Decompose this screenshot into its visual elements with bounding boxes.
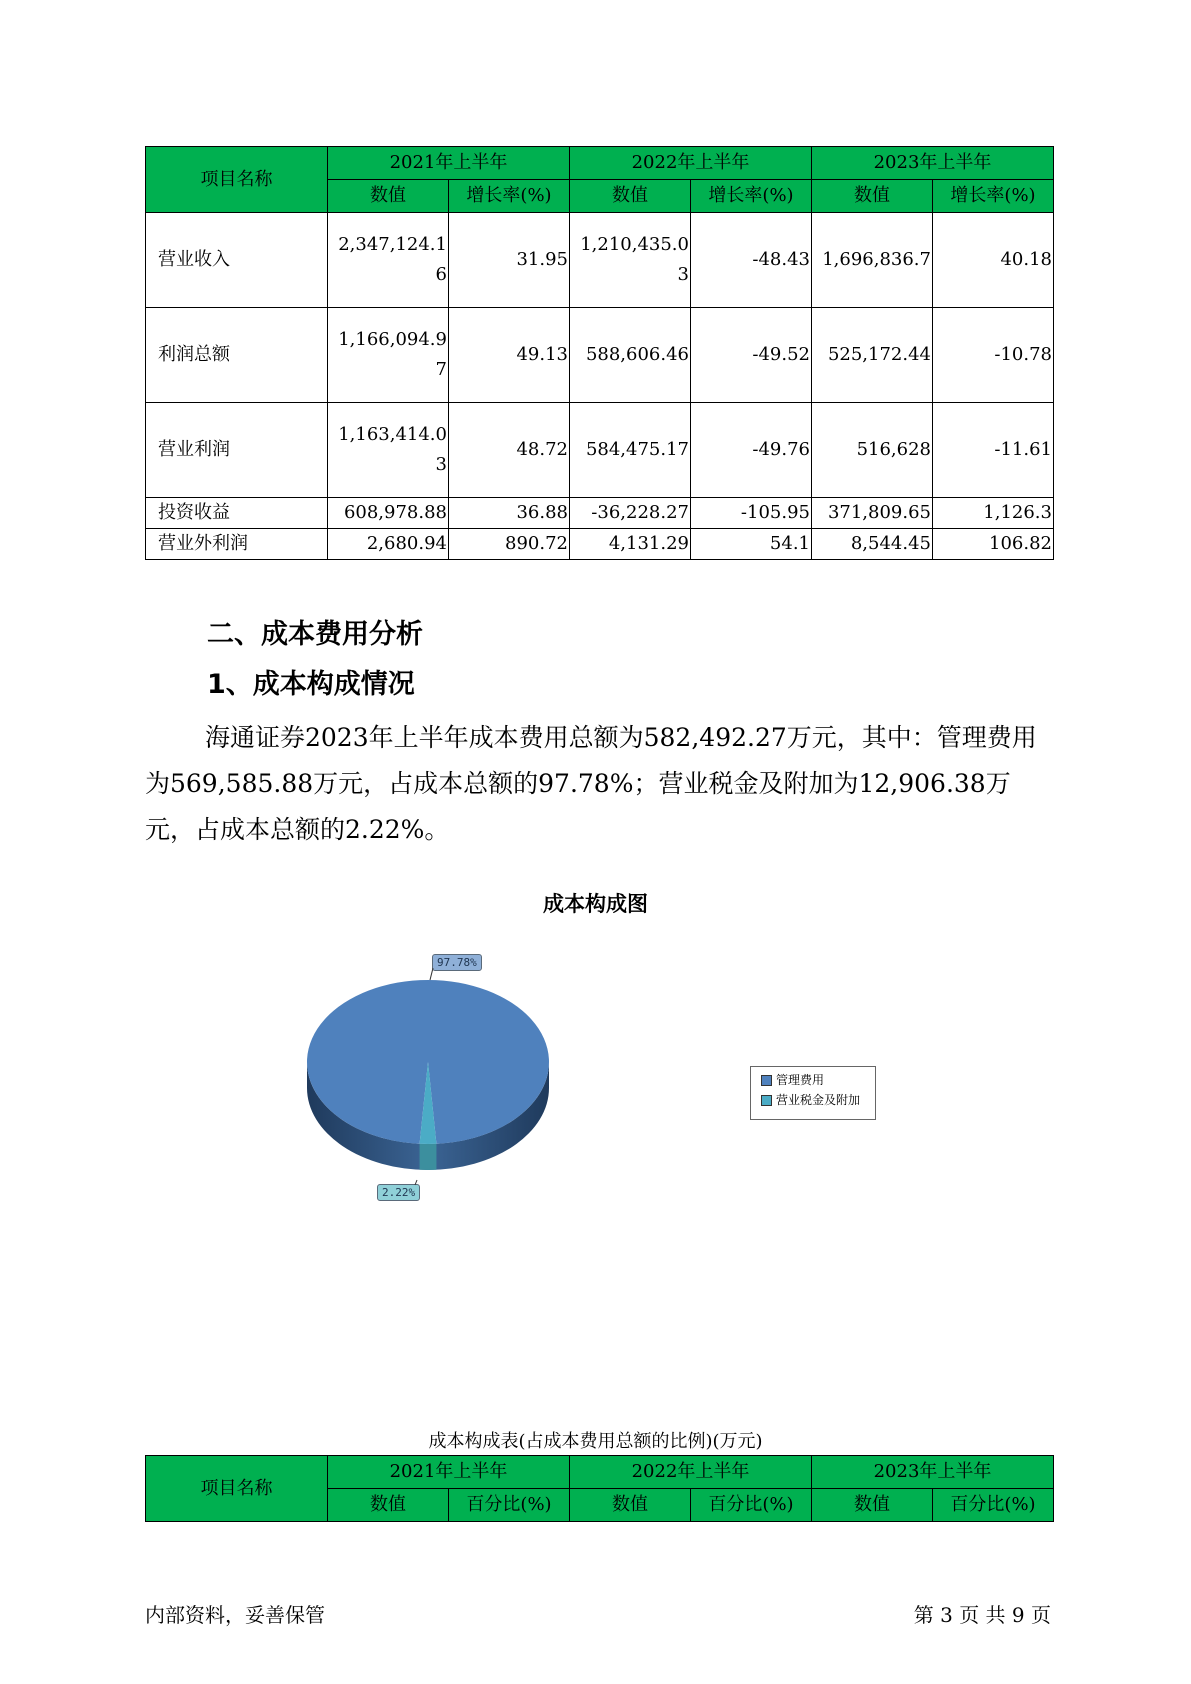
- row-label: 营业利润: [146, 403, 328, 498]
- cell-growth: 31.95: [449, 213, 570, 308]
- header-value: 数值: [570, 180, 691, 213]
- cell-growth: -105.95: [691, 498, 812, 529]
- pie-data-label: 97.78%: [432, 954, 482, 971]
- cell-growth: -48.43: [691, 213, 812, 308]
- header-value: 数值: [812, 1489, 933, 1522]
- cell-growth: 106.82: [933, 529, 1054, 560]
- table-row: [146, 529, 1054, 560]
- cell-value: 8,544.45: [812, 529, 933, 560]
- legend-swatch: [761, 1095, 772, 1106]
- legend-item: [751, 1090, 875, 1110]
- header-year: 2023年上半年: [812, 1456, 1054, 1489]
- cell-growth: 48.72: [449, 403, 570, 498]
- row-label: 利润总额: [146, 308, 328, 403]
- footer-confidential: 内部资料，妥善保管: [145, 1603, 325, 1627]
- header-year: 2023年上半年: [812, 147, 1054, 180]
- header-year: 2022年上半年: [570, 1456, 812, 1489]
- header-value: 数值: [328, 1489, 449, 1522]
- cell-growth: -49.52: [691, 308, 812, 403]
- header-growth: 增长率(%): [691, 180, 812, 213]
- cell-growth: -10.78: [933, 308, 1054, 403]
- footer-page-number: 第 3 页 共 9 页: [913, 1603, 1051, 1627]
- header-year: 2021年上半年: [328, 1456, 570, 1489]
- cell-growth: 54.1: [691, 529, 812, 560]
- header-year: 2022年上半年: [570, 147, 812, 180]
- cell-growth: 890.72: [449, 529, 570, 560]
- row-label: 营业收入: [146, 213, 328, 308]
- cost-table: [145, 1455, 1054, 1522]
- header-value: 数值: [570, 1489, 691, 1522]
- table-row: [146, 308, 1054, 403]
- cell-value: 2,347,124.16: [328, 213, 449, 308]
- cell-value: -36,228.27: [570, 498, 691, 529]
- legend-label: 管理费用: [776, 1073, 825, 1087]
- cell-growth: 1,126.3: [933, 498, 1054, 529]
- pie-chart: [0, 940, 1191, 1240]
- table-row: [146, 403, 1054, 498]
- section-heading: 二、成本费用分析: [207, 619, 423, 650]
- subsection-heading: 1、成本构成情况: [207, 669, 415, 700]
- pie-data-label: 2.22%: [377, 1184, 420, 1201]
- pie-slice-side: [420, 1144, 437, 1170]
- cell-growth: 49.13: [449, 308, 570, 403]
- cell-growth: 40.18: [933, 213, 1054, 308]
- legend-swatch: [761, 1075, 772, 1086]
- cell-value: 516,628: [812, 403, 933, 498]
- header-percent: 百分比(%): [933, 1489, 1054, 1522]
- cell-value: 4,131.29: [570, 529, 691, 560]
- cell-value: 2,680.94: [328, 529, 449, 560]
- cell-value: 525,172.44: [812, 308, 933, 403]
- header-item-name: 项目名称: [146, 147, 328, 213]
- header-item-name: 项目名称: [146, 1456, 328, 1522]
- cell-value: 1,696,836.7: [812, 213, 933, 308]
- legend-label: 营业税金及附加: [776, 1093, 861, 1107]
- header-year: 2021年上半年: [328, 147, 570, 180]
- cell-growth: 36.88: [449, 498, 570, 529]
- cell-value: 1,210,435.03: [570, 213, 691, 308]
- legend-item: [751, 1070, 875, 1090]
- header-percent: 百分比(%): [691, 1489, 812, 1522]
- cell-value: 1,163,414.03: [328, 403, 449, 498]
- header-value: 数值: [328, 180, 449, 213]
- cell-value: 1,166,094.97: [328, 308, 449, 403]
- row-label: 营业外利润: [146, 529, 328, 560]
- table-row: [146, 498, 1054, 529]
- header-percent: 百分比(%): [449, 1489, 570, 1522]
- financial-table: [145, 146, 1054, 560]
- cell-value: 588,606.46: [570, 308, 691, 403]
- row-label: 投资收益: [146, 498, 328, 529]
- table-row: [146, 213, 1054, 308]
- cell-value: 584,475.17: [570, 403, 691, 498]
- cell-value: 608,978.88: [328, 498, 449, 529]
- cell-growth: -49.76: [691, 403, 812, 498]
- cell-value: 371,809.65: [812, 498, 933, 529]
- header-value: 数值: [812, 180, 933, 213]
- chart-title: 成本构成图: [543, 892, 648, 916]
- header-growth: 增长率(%): [933, 180, 1054, 213]
- header-growth: 增长率(%): [449, 180, 570, 213]
- chart-legend: [750, 1066, 876, 1120]
- cell-growth: -11.61: [933, 403, 1054, 498]
- analysis-paragraph: 海通证券2023年上半年成本费用总额为582,492.27万元，其中：管理费用为569,585.88万元，占成本总额的97.78%；营业税金及附加为12,906.38万元，占成本总额的2.22%。: [145, 723, 1037, 844]
- table-caption: 成本构成表(占成本费用总额的比例)(万元): [428, 1431, 763, 1452]
